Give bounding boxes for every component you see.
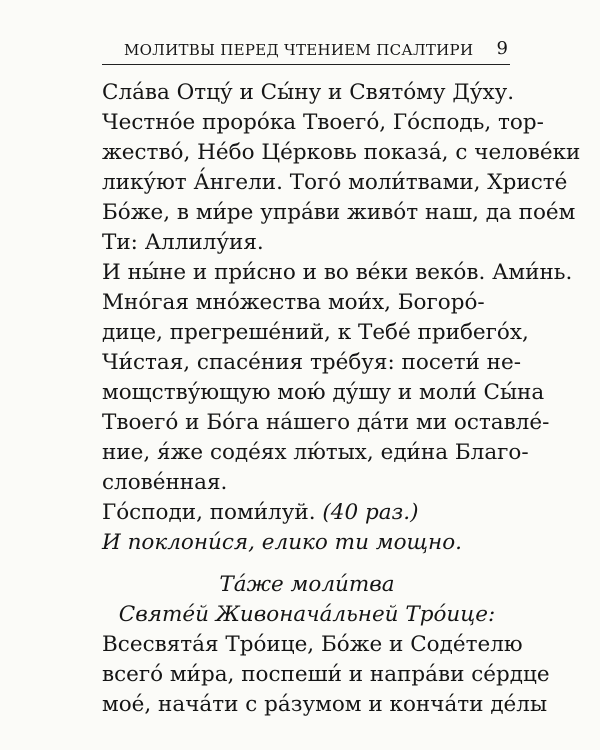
theotokion-line-2: дице, прегреше́ний, к Тебе́ прибего́х,	[102, 320, 529, 345]
doxology-line: Сла́ва Отцу́ и Сы́ну и Свято́му Ду́ху.	[102, 80, 515, 105]
trinity-prayer-line-2: всего́ ми́ра, поспеши́ и напра́ви се́рдце	[102, 662, 550, 687]
troparion-paragraph	[102, 108, 581, 258]
trinity-prayer-paragraph	[102, 630, 550, 720]
and-now-line: И ны́не и при́сно и во ве́ки веко́в. Ами́нь.	[102, 260, 573, 285]
prayer-heading-line-1: Та́же моли́тва	[219, 572, 395, 597]
page-number: 9	[496, 38, 508, 59]
troparion-line-1: Честно́е проро́ка Твоего́, Го́сподь, тор-	[102, 110, 544, 135]
prayer-text	[102, 78, 581, 720]
prayer-heading-line-2: Святе́й Живонача́льней Тро́ице:	[118, 602, 496, 627]
doxology-paragraph	[102, 78, 515, 108]
repeat-count: (40 раз.)	[322, 500, 419, 525]
lord-have-mercy-paragraph	[102, 498, 512, 528]
lord-have-mercy-text: Го́споди, поми́луй.	[102, 500, 316, 525]
theotokion-line-4: мощству́ющую мою́ ду́шу и моли́ Сы́на	[102, 380, 545, 405]
and-now-paragraph	[102, 258, 573, 288]
running-title: МОЛИТВЫ ПЕРЕД ЧТЕНИЕМ ПСАЛТИРИ	[124, 41, 474, 59]
troparion-line-4: Бо́же, в ми́ре упра́ви живо́т наш, да пое́м	[102, 200, 576, 225]
theotokion-line-3: Чи́стая, спасе́ния тре́буя: посети́ не-	[102, 350, 521, 375]
theotokion-line-7: слове́нная.	[102, 470, 228, 495]
theotokion-paragraph	[102, 288, 550, 498]
trinity-prayer-line-3: мое́, нача́ти с ра́зумом и конча́ти де́лы	[102, 692, 548, 717]
section-spacer	[102, 558, 512, 570]
trinity-prayer-line-1: Всесвята́я Тро́ице, Бо́же и Соде́телю	[102, 632, 523, 657]
page-header	[102, 36, 510, 65]
troparion-line-5: Ти: Аллилу́ия.	[102, 230, 264, 255]
troparion-line-3: лику́ют А́нгели. Того́ моли́твами, Христе́	[102, 170, 568, 195]
troparion-line-2: жество́, Не́бо Це́рковь показа́, с челове́ки	[102, 140, 581, 165]
theotokion-line-1: Мно́гая мно́жества мои́х, Богоро́-	[102, 290, 485, 315]
theotokion-line-5: Твоего́ и Бо́га на́шего да́ти ми оставле́-	[102, 410, 550, 435]
theotokion-line-6: ние, я́же соде́ях лю́тых, еди́на Благо-	[102, 440, 529, 465]
bow-instruction: И поклони́ся, елико ти мощно.	[102, 530, 462, 555]
